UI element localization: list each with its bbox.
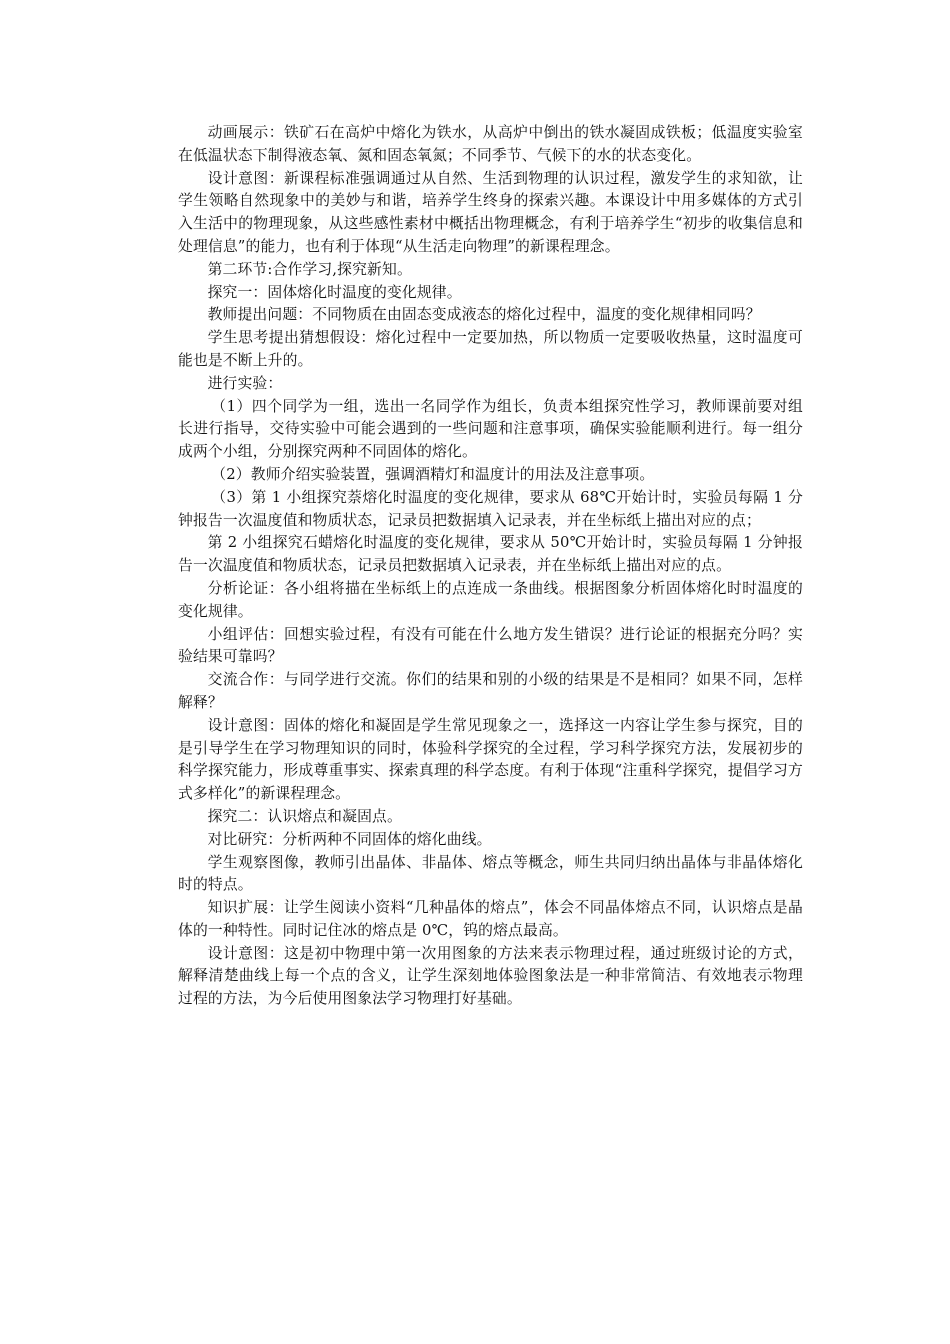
paragraph: 探究一：固体熔化时温度的变化规律。 (207, 283, 462, 301)
paragraph: 进行实验： (207, 374, 283, 392)
paragraph: 设计意图：新课程标准强调通过从自然、生活到物理的认识过程，激发学生的求知欲，让学生领略自然现象中的美妙与和谐，培养学生终身的探索兴趣。本课设计中用多媒体的方式引入生活中的物理现象，从这些感性素材中概括出物理概念，有利于培养学生“初步的收集信息和处理信息”的能力，也有利于体现“从生活走向物理”的新课程理念。 (178, 169, 803, 255)
paragraph: 教师提出问题：不同物质在由固态变成液态的熔化过程中，温度的变化规律相同吗？ (207, 306, 761, 324)
paragraph: 探究二：认识熔点和凝固点。 (207, 807, 402, 825)
paragraph: 动画展示：铁矿石在高炉中熔化为铁水，从高炉中倒出的铁水凝固成铁板；低温度实验室在低温状态下制得液态氧、氮和固态氧氮；不同季节、气候下的水的状态变化。 (178, 124, 803, 164)
paragraph: 设计意图：固体的熔化和凝固是学生常见现象之一，选择这一内容让学生参与探究，目的是引导学生在学习物理知识的同时，体验科学探究的全过程，学习科学探究方法，发展初步的科学探究能力，形成尊重事实、探索真理的科学态度。有利于体现“注重科学探究，提倡学习方式多样化”的新课程理念。 (178, 716, 803, 803)
document-body (178, 122, 803, 1011)
paragraph: （2）教师介绍实验装置，强调酒精灯和温度计的用法及注意事项。 (211, 465, 655, 483)
paragraph: 设计意图：这是初中物理中第一次用图象的方法来表示物理过程，通过班级讨论的方式，解释清楚曲线上每一个点的含义，让学生深刻地体验图象法是一种非常简洁、有效地表示物理过程的方法，为今后使用图象法学习物理打好基础。 (178, 944, 803, 1008)
paragraph: （1）四个同学为一组，选出一名同学作为组长，负责本组探究性学习，教师课前要对组长进行指导，交待实验中可能会遇到的一些问题和注意事项，确保实验能顺利进行。每一组分成两个小组，分别探究两种不同固体的熔化。 (178, 397, 803, 461)
paragraph: 学生思考提出猜想假设：熔化过程中一定要加热，所以物质一定要吸收热量，这时温度可能也是不断上升的。 (178, 329, 803, 369)
paragraph: 学生观察图像，教师引出晶体、非晶体、熔点等概念，师生共同归纳出晶体与非晶体熔化时的特点。 (178, 853, 803, 894)
paragraph: 第二环节:合作学习,探究新知。 (207, 260, 412, 278)
paragraph: 对比研究：分析两种不同固体的熔化曲线。 (207, 830, 492, 848)
paragraph: 交流合作：与同学进行交流。你们的结果和别的小级的结果是不是相同？如果不同，怎样解释？ (178, 671, 803, 711)
paragraph: （3）第 1 小组探究萘熔化时温度的变化规律，要求从 68℃开始计时，实验员每隔 1 分钟报告一次温度值和物质状态，记录员把数据填入记录表，并在坐标纸上描出对应的点； (178, 488, 803, 529)
paragraph: 第 2 小组探究石蜡熔化时温度的变化规律，要求从 50℃开始计时，实验员每隔 1 分钟报告一次温度值和物质状态，记录员把数据填入记录表，并在坐标纸上描出对应的点。 (178, 534, 803, 575)
paragraph: 小组评估：回想实验过程，有没有可能在什么地方发生错误？进行论证的根据充分吗？实验结果可靠吗？ (178, 625, 803, 666)
paragraph: 分析论证：各小组将描在坐标纸上的点连成一条曲线。根据图象分析固体熔化时时温度的变化规律。 (178, 579, 803, 620)
paragraph: 知识扩展：让学生阅读小资料“几种晶体的熔点”，体会不同晶体熔点不同，认识熔点是晶体的一种特性。同时记住冰的熔点是 0℃，钨的熔点最高。 (178, 899, 803, 939)
